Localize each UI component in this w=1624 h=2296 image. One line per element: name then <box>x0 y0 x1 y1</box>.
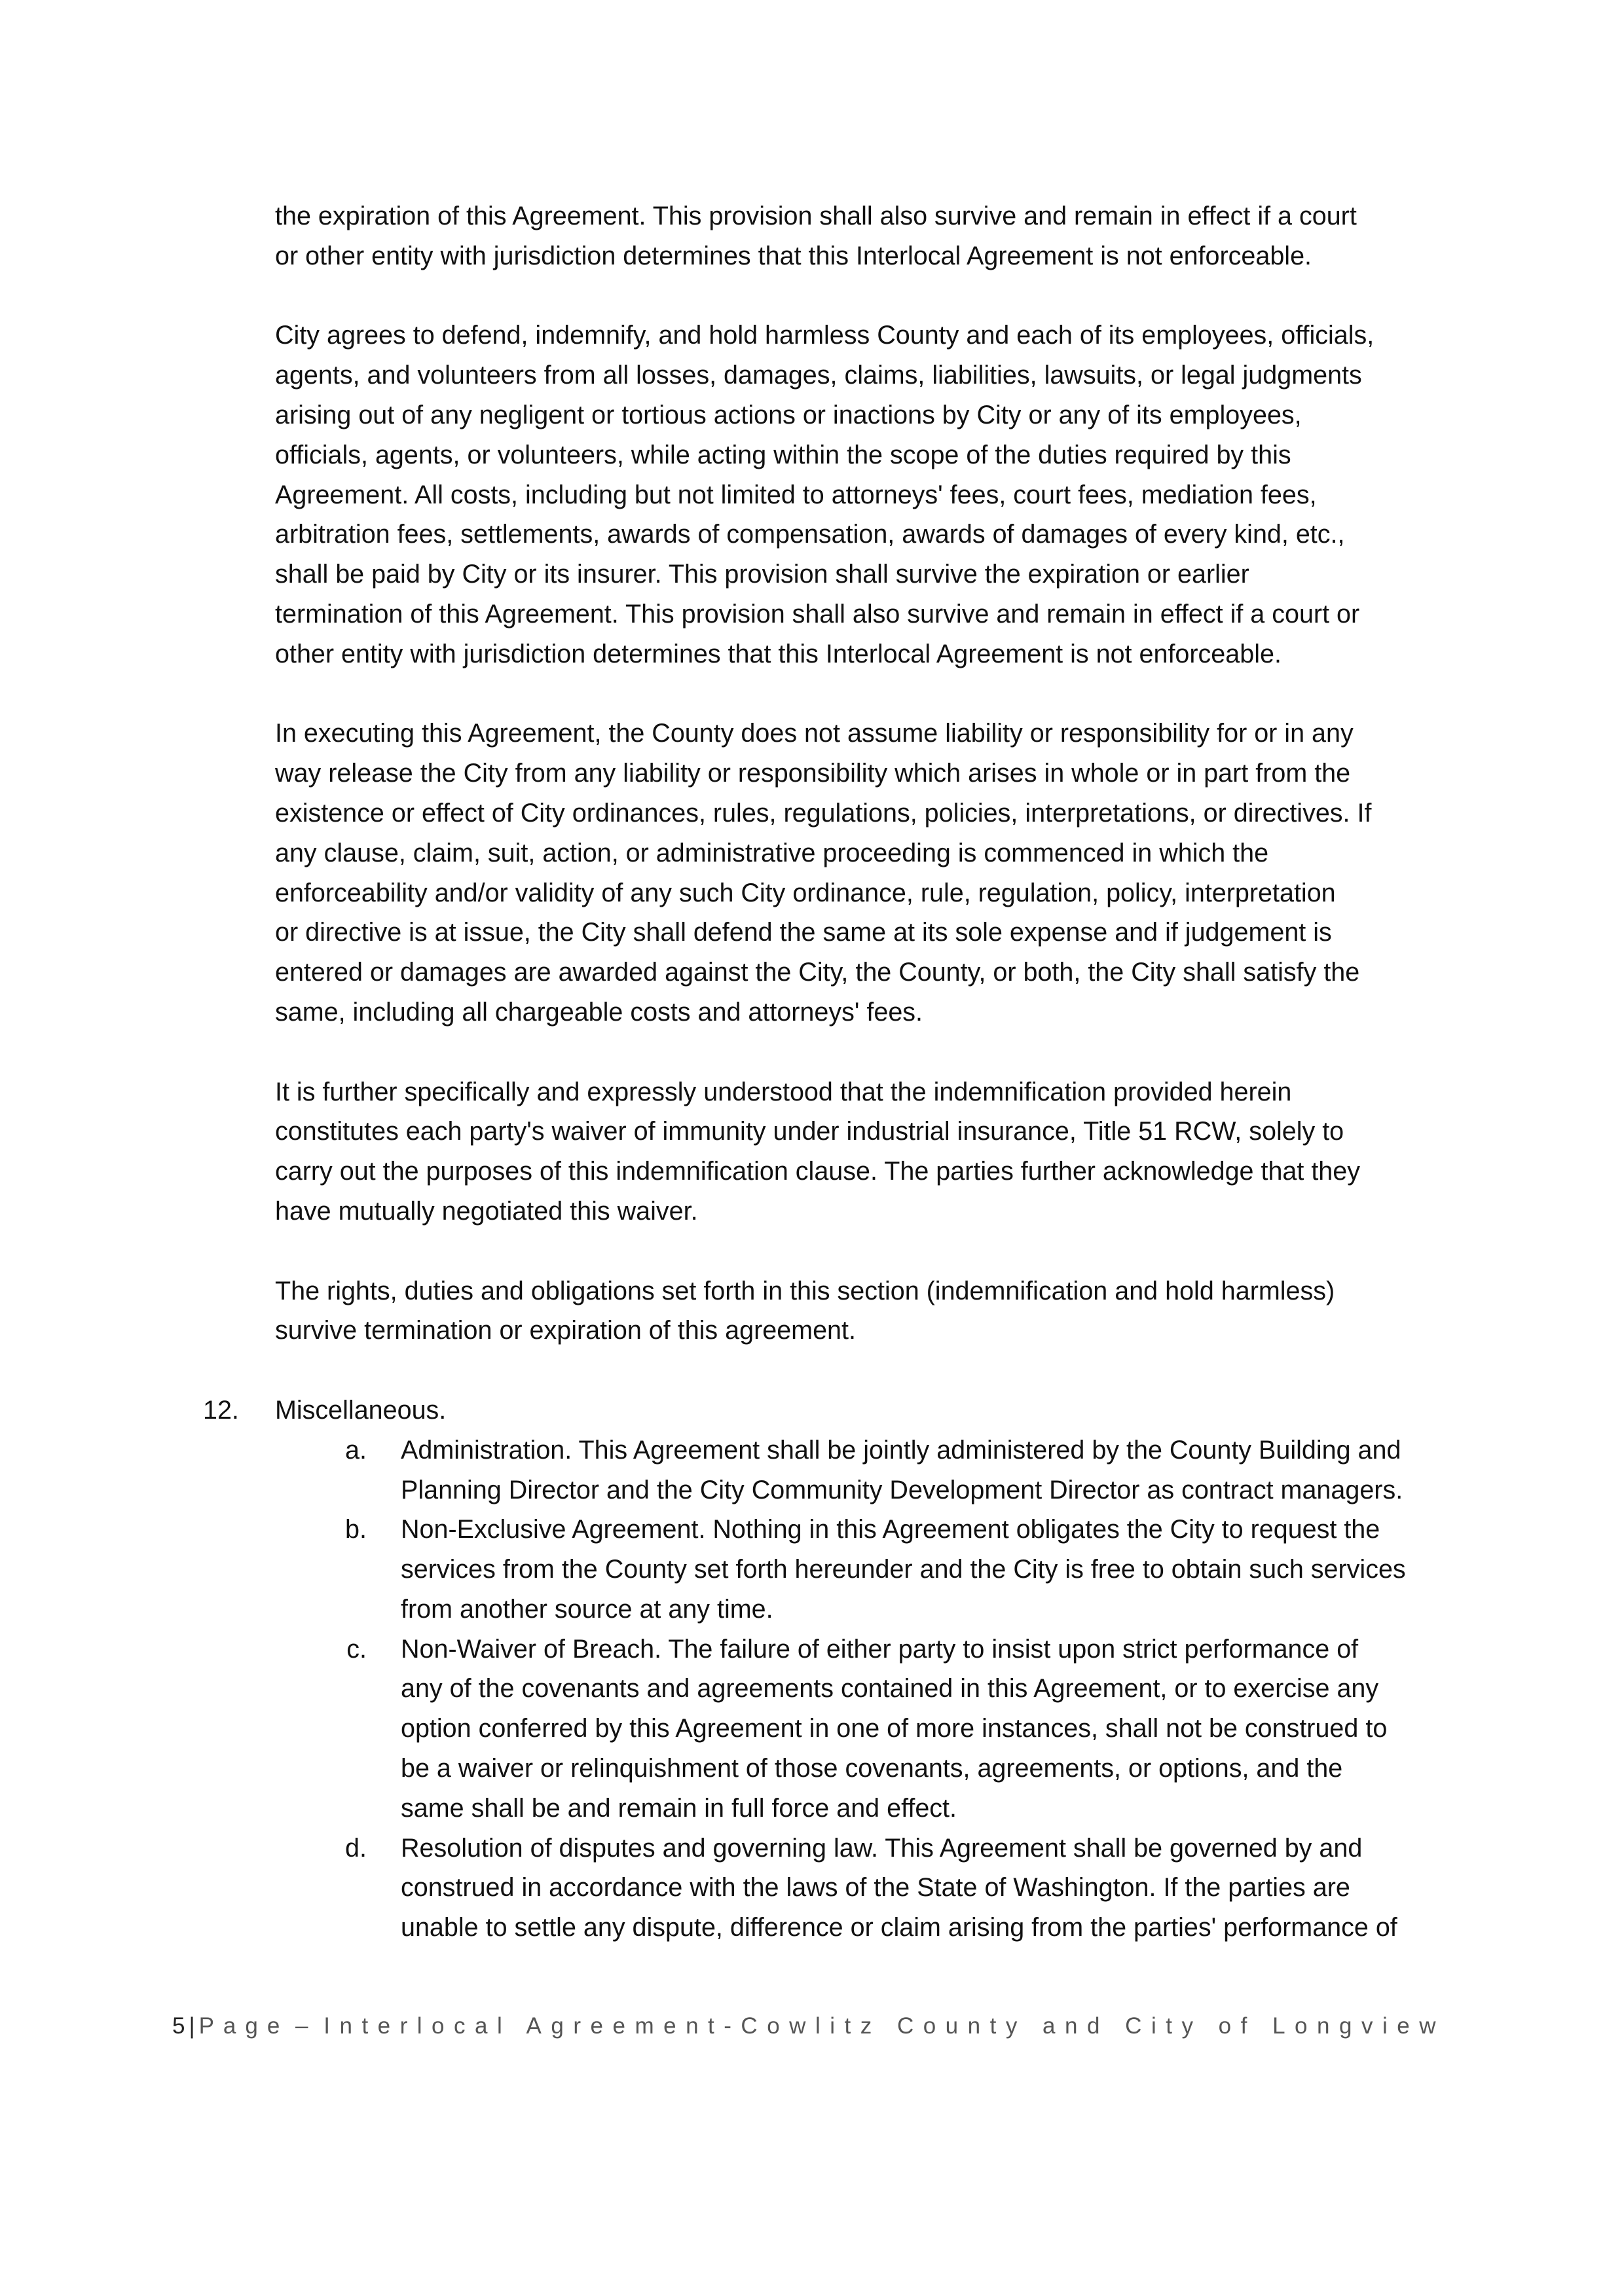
text-line: Resolution of disputes and governing law. This Agreement shall be governed by and <box>401 1833 1363 1863</box>
text-line: shall be paid by City or its insurer. This provision shall survive the expiration or earlier <box>275 560 1249 589</box>
paragraph-expiration-continued <box>275 196 1473 276</box>
page-footer <box>172 2010 1445 2043</box>
section-title: Miscellaneous. <box>275 1395 447 1425</box>
text-line: the expiration of this Agreement. This provision shall also survive and remain in effect if a court <box>275 202 1357 230</box>
text-line: have mutually negotiated this waiver. <box>275 1196 698 1226</box>
text-line: Administration. This Agreement shall be jointly administered by the County Building and <box>401 1435 1401 1465</box>
footer-separator: | <box>189 2013 195 2039</box>
paragraph-immunity-waiver <box>275 1072 1473 1231</box>
list-item-administration <box>301 1430 1473 1510</box>
text-line: construed in accordance with the laws of the State of Washington. If the parties are <box>401 1873 1350 1903</box>
text-line: The rights, duties and obligations set forth in this section (indemnification and hold harmless) <box>275 1276 1335 1305</box>
text-line: It is further specifically and expressly understood that the indemnification provided herein <box>275 1077 1292 1106</box>
list-marker: a. <box>345 1435 367 1465</box>
text-line: agents, and volunteers from all losses, damages, claims, liabilities, lawsuits, or legal judgments <box>275 361 1362 390</box>
list-item-non-waiver <box>301 1630 1473 1829</box>
text-line: Planning Director and the City Community Development Director as contract managers. <box>401 1475 1403 1504</box>
list-item-non-exclusive <box>301 1510 1473 1629</box>
text-line: any of the covenants and agreements contained in this Agreement, or to exercise any <box>401 1674 1379 1704</box>
section-miscellaneous <box>203 1391 1473 1948</box>
text-line: In executing this Agreement, the County does not assume liability or responsibility for or in any <box>275 719 1354 748</box>
text-line: any clause, claim, suit, action, or administrative proceeding is commenced in which the <box>275 838 1269 867</box>
list-marker: c. <box>346 1634 367 1664</box>
text-line: be a waiver or relinquishment of those covenants, agreements, or options, and the <box>401 1754 1343 1783</box>
text-line: unable to settle any dispute, difference or claim arising from the parties' performance of <box>401 1913 1397 1942</box>
text-line: constitutes each party's waiver of immunity under industrial insurance, Title 51 RCW, solely to <box>275 1117 1344 1146</box>
paragraph-rights-survive <box>275 1271 1473 1351</box>
list-marker: d. <box>345 1833 367 1863</box>
text-line: same shall be and remain in full force and effect. <box>401 1793 957 1823</box>
text-line: or directive is at issue, the City shall defend the same at its sole expense and if judgement is <box>275 918 1332 947</box>
text-line: or other entity with jurisdiction determines that this Interlocal Agreement is not enforceable. <box>275 241 1312 270</box>
section-number: 12. <box>203 1395 239 1425</box>
text-line: Non-Exclusive Agreement. Nothing in this Agreement obligates the City to request the <box>401 1515 1380 1544</box>
text-line: entered or damages are awarded against the City, the County, or both, the City shall satisfy the <box>275 958 1360 987</box>
text-line: services from the County set forth hereunder and the City is free to obtain such services <box>401 1555 1406 1584</box>
text-line: existence or effect of City ordinances, rules, regulations, policies, interpretations, or directives. If <box>275 798 1372 828</box>
text-line: officials, agents, or volunteers, while acting within the scope of the duties required by this <box>275 440 1291 469</box>
list-marker: b. <box>345 1515 367 1544</box>
footer-page-label: Page <box>198 2013 289 2039</box>
text-line: arising out of any negligent or tortious actions or inactions by City or any of its employees, <box>275 400 1302 429</box>
section-items <box>301 1430 1473 1948</box>
section-heading <box>203 1391 1473 1430</box>
footer-dash: – <box>295 2013 318 2039</box>
text-line: termination of this Agreement. This provision shall also survive and remain in effect if a court or <box>275 599 1360 629</box>
page-number: 5 <box>172 2013 185 2039</box>
text-line: City agrees to defend, indemnify, and hold harmless County and each of its employees, officials, <box>275 321 1375 350</box>
paragraph-county-liability <box>275 714 1473 1032</box>
text-line: way release the City from any liability or responsibility which arises in whole or in part from the <box>275 759 1351 788</box>
text-line: Non-Waiver of Breach. The failure of either party to insist upon strict performance of <box>401 1634 1359 1664</box>
list-item-disputes <box>301 1829 1473 1948</box>
text-line: from another source at any time. <box>401 1594 773 1624</box>
footer-document-title: Interlocal Agreement-Cowlitz County and City of Longview <box>323 2013 1445 2039</box>
text-line: survive termination or expiration of this agreement. <box>275 1316 856 1345</box>
text-line: arbitration fees, settlements, awards of compensation, awards of damages of every kind, etc., <box>275 520 1345 549</box>
text-line: enforceability and/or validity of any such City ordinance, rule, regulation, policy, interpretation <box>275 878 1336 907</box>
text-line: other entity with jurisdiction determines that this Interlocal Agreement is not enforceable. <box>275 639 1282 668</box>
text-line: option conferred by this Agreement in one of more instances, shall not be construed to <box>401 1714 1388 1743</box>
page-body <box>203 196 1473 1948</box>
text-line: same, including all chargeable costs and attorneys' fees. <box>275 997 923 1027</box>
text-line: Agreement. All costs, including but not limited to attorneys' fees, court fees, mediation fees, <box>275 480 1317 509</box>
text-line: carry out the purposes of this indemnification clause. The parties further acknowledge that they <box>275 1157 1360 1186</box>
paragraph-city-indemnify <box>275 316 1473 674</box>
